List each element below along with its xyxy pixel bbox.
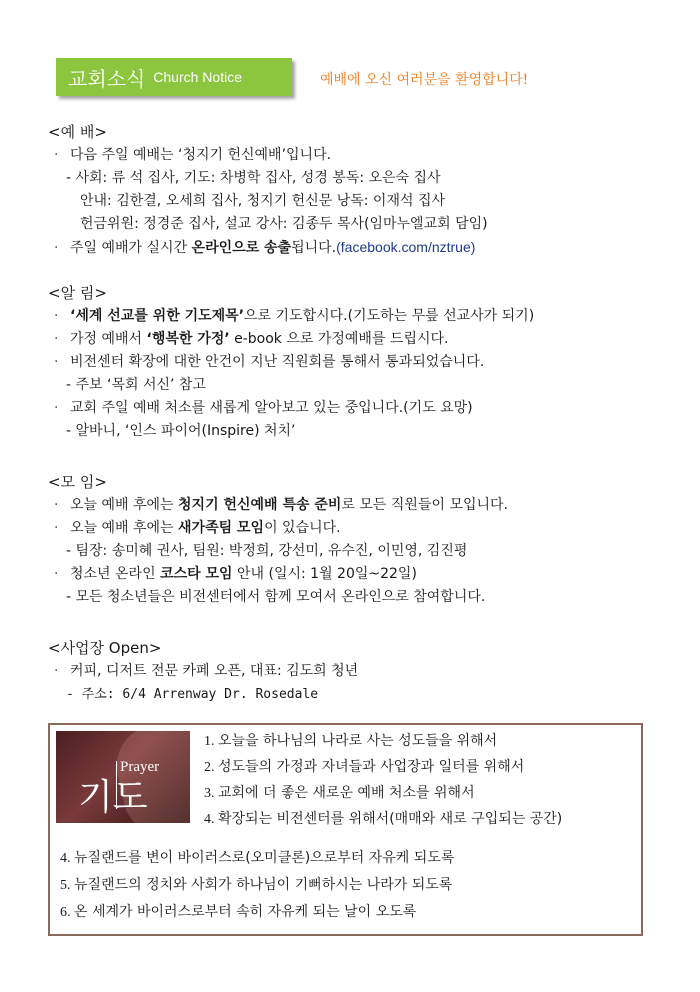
business-address: - 주소: 6/4 Arrenway Dr. Rosedale: [66, 687, 319, 702]
prayer-item: 5. 뉴질랜드의 정치와 사회가 하나님이 기뻐하시는 나라가 되도록: [60, 877, 453, 893]
worship-line-1: · 다음 주일 예배는 ‘청지기 헌신예배’입니다.: [54, 147, 332, 163]
meeting-section: [48, 470, 668, 609]
prayer-item: 2. 성도들의 가정과 자녀들과 사업장과 일터를 위해서: [204, 759, 525, 775]
worship-line-2: - 사회: 류 석 집사, 기도: 차병학 집사, 성경 봉독: 오은숙 집사: [66, 170, 441, 186]
notice-line-4: - 주보 ‘목회 서신’ 참고: [66, 377, 206, 393]
church-notice-badge: [56, 58, 292, 96]
business-line-1: · 커피, 디저트 전문 카페 오픈, 대표: 김도희 청년: [54, 663, 359, 679]
notice-line-3: · 비전센터 확장에 대한 안건이 지난 직원회를 통해서 통과되었습니다.: [54, 354, 485, 370]
worship-line-4: 헌금위원: 정경준 집사, 설교 강사: 김종두 목사(임마누엘교회 담임): [80, 216, 488, 232]
prayer-item: 4. 확장되는 비전센터를 위해서(매매와 새로 구입되는 공간): [204, 811, 563, 827]
worship-section: [48, 120, 668, 259]
prayer-image-en: Prayer: [120, 759, 160, 775]
welcome-message: 예배에 오신 여러분을 환영합니다!: [320, 72, 529, 88]
meeting-title: <모 임>: [48, 473, 107, 491]
business-title: <사업장 Open>: [48, 639, 162, 657]
prayer-item: 4. 뉴질랜드를 변이 바이러스로(오미클론)으로부터 자유케 되도록: [60, 850, 455, 866]
meeting-line-3: - 팀장: 송미혜 권사, 팀원: 박정희, 강선미, 유수진, 이민영, 김진평: [66, 543, 468, 559]
worship-line-5: · 주일 예배가 실시간 온라인으로 송출됩니다.(facebook.com/nztrue): [54, 239, 476, 256]
meeting-line-4: · 청소년 온라인 코스타 모임 안내 (일시: 1월 20일~22일): [54, 566, 417, 582]
prayer-box: [48, 723, 643, 936]
meeting-line-5: - 모든 청소년들은 비전센터에서 함께 모여서 온라인으로 참여합니다.: [66, 589, 486, 605]
meeting-line-2: · 오늘 예배 후에는 새가족팀 모임이 있습니다.: [54, 520, 341, 536]
badge-korean-title: 교회소식: [68, 66, 146, 91]
notice-section: [48, 281, 668, 443]
worship-title: <예 배>: [48, 123, 107, 141]
prayer-image: [56, 731, 190, 823]
facebook-link[interactable]: (facebook.com/nztrue): [336, 239, 476, 255]
prayer-item: 1. 오늘을 하나님의 나라로 사는 성도들을 위해서: [204, 733, 498, 749]
prayer-image-ko: 기도: [78, 777, 148, 818]
prayer-item: 3. 교회에 더 좋은 새로운 예배 처소를 위해서: [204, 785, 475, 801]
worship-line-3: 안내: 김한결, 오세희 집사, 청지기 헌신문 낭독: 이재석 집사: [80, 193, 445, 209]
business-section: [48, 636, 668, 706]
meeting-line-1: · 오늘 예배 후에는 청지기 헌신예배 특송 준비로 모든 직원들이 모입니다.: [54, 497, 508, 513]
prayer-item: 6. 온 세계가 바이러스로부터 속히 자유케 되는 날이 오도록: [60, 904, 417, 920]
notice-line-1: · ‘세계 선교를 위한 기도제목’으로 기도합시다.(기도하는 무릎 선교사가 되기): [54, 308, 535, 324]
notice-line-5: · 교회 주일 예배 처소를 새롭게 알아보고 있는 중입니다.(기도 요망): [54, 400, 473, 416]
notice-line-6: - 알바니, ‘인스 파이어(Inspire) 처치’: [66, 423, 296, 439]
badge-english-title: Church Notice: [153, 69, 242, 85]
notice-title: <알 림>: [48, 284, 107, 302]
notice-line-2: · 가정 예배서 ‘행복한 가정’ e-book 으로 가정예배를 드립시다.: [54, 331, 449, 347]
